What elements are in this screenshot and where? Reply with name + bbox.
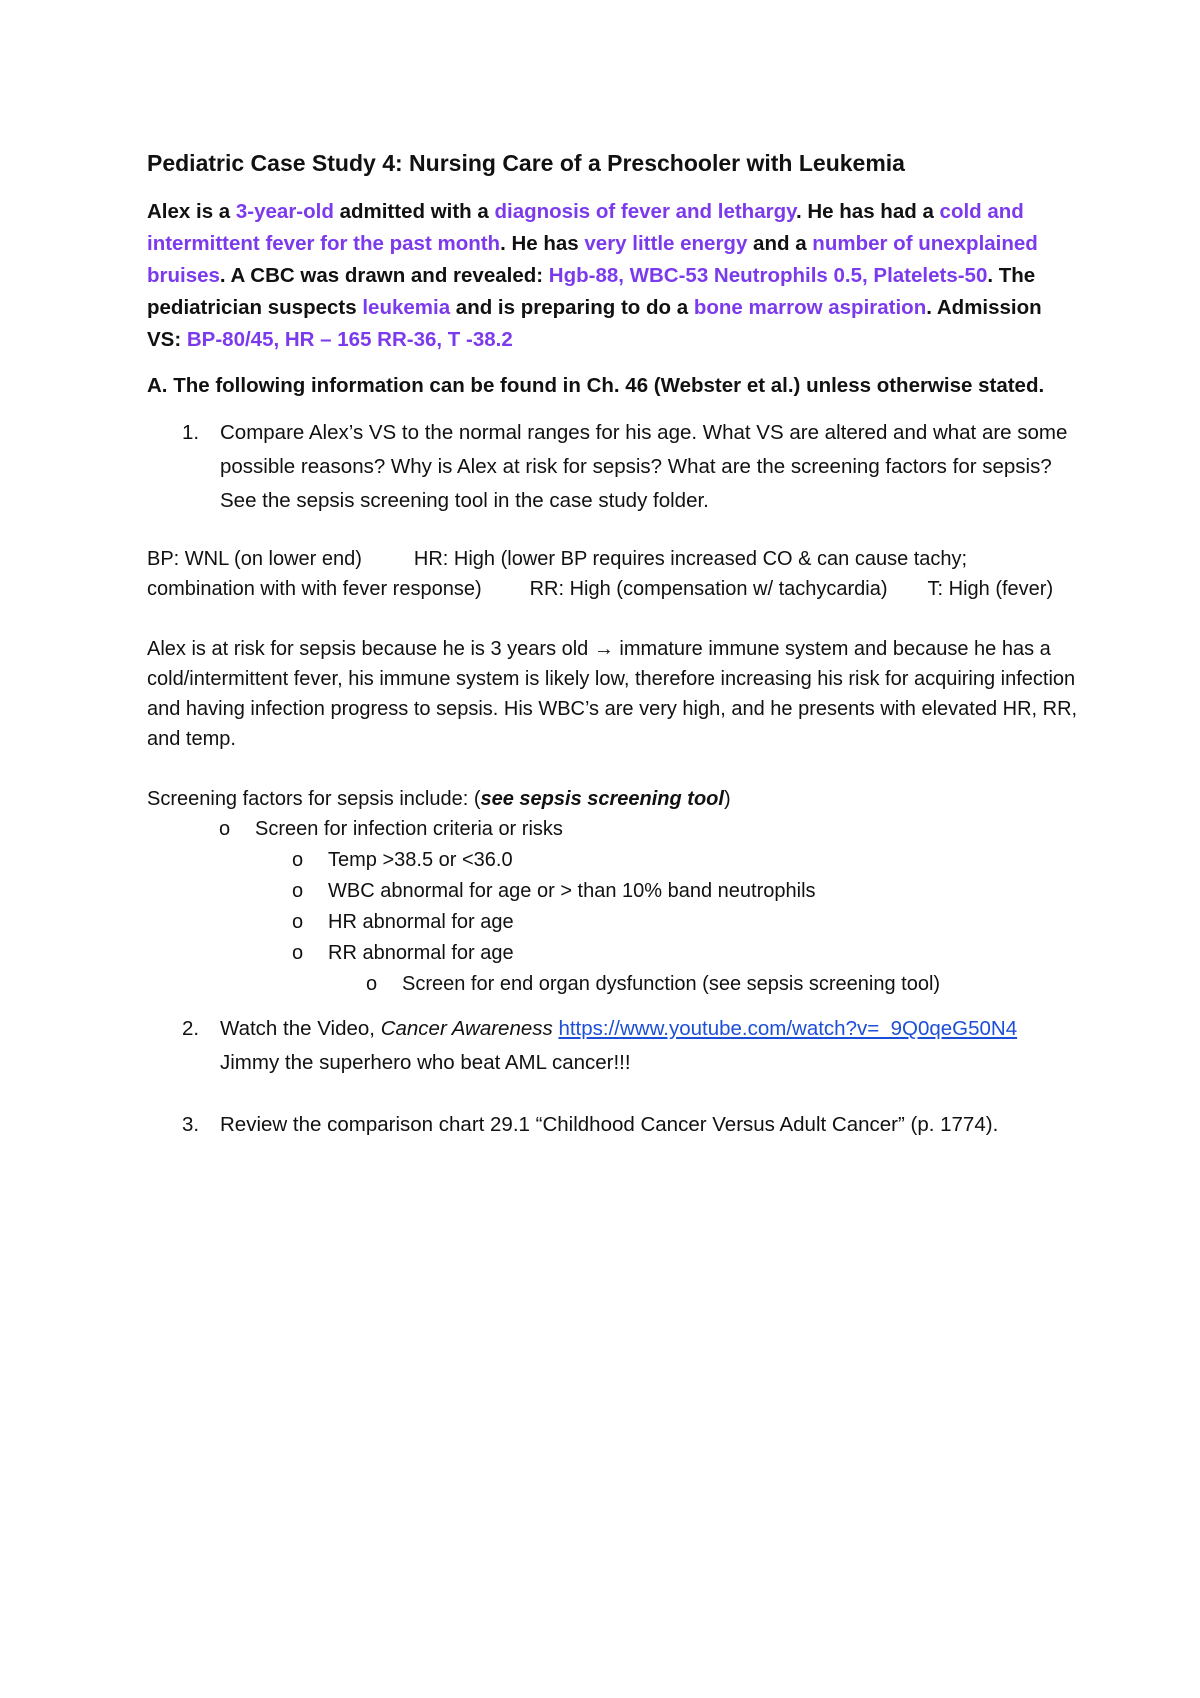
highlight-vitals: BP-80/45, HR – 165 RR-36, T -38.2 <box>186 328 513 351</box>
highlight-cbc: Hgb-88, WBC-53 Neutrophils 0.5, Platelets-50 <box>548 264 988 287</box>
highlight-leukemia: leukemia <box>362 296 451 319</box>
list-item: o Temp >38.5 or <36.0 <box>292 845 1080 876</box>
list-item: o WBC abnormal for age or > than 10% band neutrophils <box>292 876 1080 907</box>
video-caption: Jimmy the superhero who beat AML cancer!!! <box>220 1051 631 1074</box>
bullet-icon: o <box>292 911 304 933</box>
section-a-heading: A. The following information can be found in Ch. 46 (Webster et al.) unless otherwise stated. <box>147 374 1045 397</box>
question-text: Review the comparison chart 29.1 “Childhood Cancer Versus Adult Cancer” (p. 1774). <box>220 1113 999 1136</box>
list-item: o Screen for end organ dysfunction (see sepsis screening tool) <box>366 969 1080 1000</box>
highlight-age: 3-year-old <box>235 200 334 223</box>
screening-tool-reference: see sepsis screening tool <box>480 788 724 810</box>
question-2: 2. Watch the Video, Cancer Awareness https://www.youtube.com/watch?v=_9Q0qeG50N4 Jimmy the superhero who beat AML cancer!!! <box>182 1012 1080 1080</box>
highlight-bruises: number of unexplained bruises <box>147 232 1038 287</box>
highlight-procedure: bone marrow aspiration <box>693 296 927 319</box>
arrow-right-icon: → <box>593 638 614 660</box>
screening-intro: Screening factors for sepsis include: (see sepsis screening tool) <box>147 788 731 810</box>
video-link[interactable]: https://www.youtube.com/watch?v=_9Q0qeG50N4 <box>558 1017 1018 1040</box>
highlight-energy: very little energy <box>584 232 748 255</box>
sepsis-risk-answer: Alex is at risk for sepsis because he is 3 years old → immature immune system and because he has a cold/intermittent fever, his immune system is likely low, therefore increasing his risk for acquiring infection and having infection progress to sepsis. His WBC’s are very high, and he presents with elevated HR, RR, and temp. <box>147 638 1078 750</box>
highlight-diagnosis: diagnosis of fever and lethargy <box>494 200 796 223</box>
question-number: 2. <box>182 1017 200 1040</box>
page-title: Pediatric Case Study 4: Nursing Care of a Preschooler with Leukemia <box>147 150 905 176</box>
question-1 <box>182 416 1080 518</box>
list-item: o HR abnormal for age <box>292 907 1080 938</box>
list-item: o RR abnormal for age <box>292 938 1080 969</box>
list-item: o Screen for infection criteria or risks <box>219 814 1080 845</box>
bullet-icon: o <box>292 849 304 871</box>
question-text: Compare Alex’s VS to the normal ranges for his age. What VS are altered and what are some possible reasons? Why is Alex at risk for sepsis? What are the screening factors for sepsis? See the sepsis screening tool in the case study folder. <box>220 421 1068 512</box>
question-number: 1. <box>182 421 200 444</box>
screening-list <box>147 814 1080 1000</box>
highlight-history: cold and intermittent fever for the past month <box>147 200 1024 255</box>
bullet-icon: o <box>292 942 304 964</box>
bullet-icon: o <box>219 818 231 840</box>
case-description: Alex is a 3-year-old admitted with a diagnosis of fever and lethargy. He has had a cold and intermittent fever for the past month. He has very little energy and a number of unexplained bruises. A CBC was drawn and revealed: Hgb-88, WBC-53 Neutrophils 0.5, Platelets-50. The pediatrician suspects leukemia and is preparing to do a bone marrow aspiration. Admission VS: BP-80/45, HR – 165 RR-36, T -38.2 <box>147 200 1042 351</box>
bullet-icon: o <box>366 973 378 995</box>
question-3 <box>182 1108 1080 1142</box>
vital-signs-answer: BP: WNL (on lower end) HR: High (lower BP requires increased CO & can cause tachy; combination with with fever response) RR: High (compensation w/ tachycardia) T: High (fever) <box>147 548 1054 600</box>
bullet-icon: o <box>292 880 304 902</box>
video-title: Cancer Awareness <box>380 1017 553 1040</box>
question-number: 3. <box>182 1113 200 1136</box>
